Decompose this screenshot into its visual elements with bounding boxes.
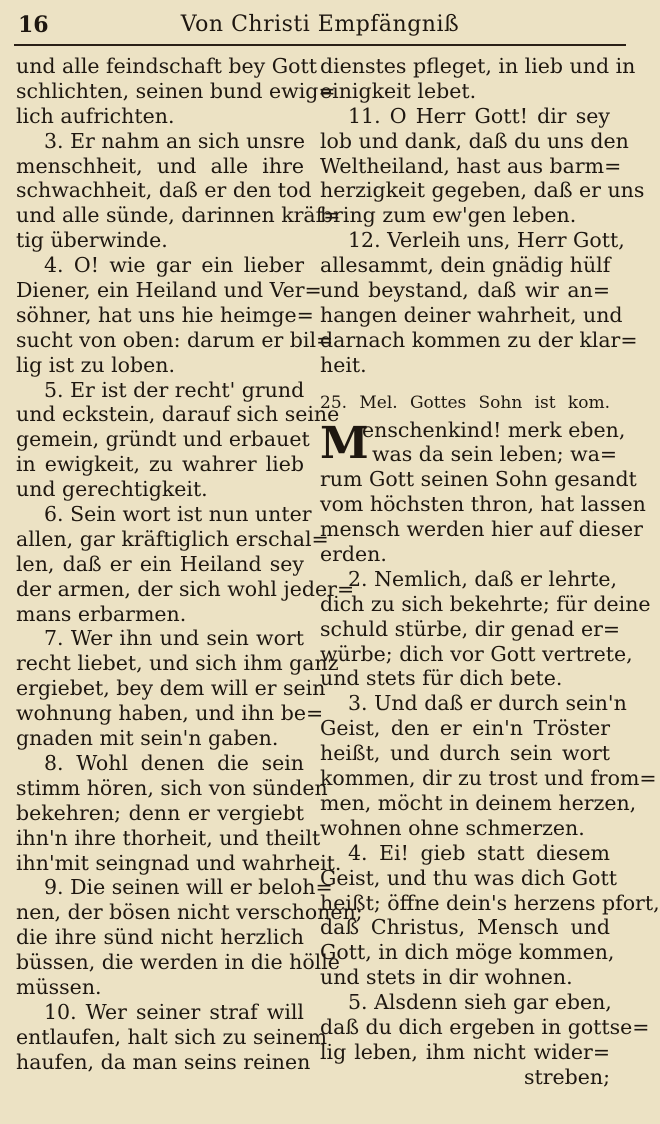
text-line: in ewigkeit, zu wahrer lieb bbox=[16, 452, 304, 477]
text-line: dich zu sich bekehrte; für deine bbox=[320, 591, 651, 616]
text-line: heit. bbox=[320, 352, 367, 377]
text-line: 7. Wer ihn und sein wort bbox=[44, 626, 304, 651]
text-line: kommen, dir zu trost und from= bbox=[320, 766, 657, 791]
left-column bbox=[16, 54, 363, 1075]
text-line: bring zum ew'gen leben. bbox=[320, 203, 577, 228]
text-line: mensch werden hier auf dieser bbox=[320, 517, 643, 542]
text-line: nen, der bösen nicht verschonen; bbox=[16, 900, 363, 925]
text-line: enschenkind! merk eben, bbox=[362, 417, 626, 442]
text-line: gnaden mit sein'n gaben. bbox=[16, 726, 279, 751]
text-line: erden. bbox=[320, 542, 387, 567]
text-line: allen, gar kräftiglich erschal= bbox=[16, 526, 329, 551]
text-line: heißt, und durch sein wort bbox=[320, 741, 610, 766]
text-line: ergiebet, bey dem will er sein bbox=[16, 676, 326, 701]
text-line: schlichten, seinen bund ewig= bbox=[16, 78, 336, 103]
running-title: Von Christi Empfängniß bbox=[180, 12, 460, 37]
text-line: menschheit, und alle ihre bbox=[16, 153, 304, 178]
text-line: stimm hören, sich von sünden bbox=[16, 775, 328, 800]
text-line: daß Christus, Mensch und bbox=[320, 915, 610, 940]
text-line: dienstes pfleget, in lieb und in bbox=[320, 54, 636, 78]
text-line: schwachheit, daß er den tod bbox=[16, 178, 312, 203]
text-line: würbe; dich vor Gott vertrete, bbox=[320, 641, 633, 666]
text-line: daß du dich ergeben in gottse= bbox=[320, 1014, 650, 1039]
text-line: Geist, und thu was dich Gott bbox=[320, 865, 617, 890]
text-line: bekehren; denn er vergiebt bbox=[16, 800, 304, 825]
text-line: 3. Er nahm an sich unsre bbox=[44, 128, 306, 153]
text-line: und alle sünde, darinnen kräf= bbox=[16, 203, 341, 228]
hymn-25-text bbox=[320, 417, 660, 1090]
hymn-24-ending bbox=[320, 54, 645, 378]
text-line: heißt; öffne dein's herzens pfort, bbox=[320, 890, 660, 915]
hymn-heading: 25. Mel. Gottes Sohn ist kom. bbox=[320, 392, 610, 413]
text-line: die ihre sünd nicht herzlich bbox=[16, 925, 304, 950]
text-line: und alle feindschaft bey Gott bbox=[16, 54, 317, 78]
text-line: 5. Er ist der recht' grund bbox=[44, 377, 305, 402]
text-line: 4. O! wie gar ein lieber bbox=[44, 253, 304, 278]
text-line: Geist, den er ein'n Tröster bbox=[320, 716, 610, 741]
text-line: und eckstein, darauf sich seine bbox=[16, 402, 340, 427]
text-line: und gerechtigkeit. bbox=[16, 477, 208, 502]
text-line: 12. Verleih uns, Herr Gott, bbox=[348, 228, 625, 253]
text-line: und stets in dir wohnen. bbox=[320, 965, 573, 990]
text-line: wohnen ohne schmerzen. bbox=[320, 815, 585, 840]
text-line: mans erbarmen. bbox=[16, 601, 187, 626]
text-line: Gott, in dich möge kommen, bbox=[320, 940, 615, 965]
text-line: Weltheiland, hast aus barm= bbox=[320, 153, 622, 178]
text-line: söhner, hat uns hie heimge= bbox=[16, 302, 314, 327]
text-line: rum Gott seinen Sohn gesandt bbox=[320, 467, 637, 492]
text-line: gemein, gründt und erbauet bbox=[16, 427, 310, 452]
text-line: 10. Wer seiner straf will bbox=[44, 999, 304, 1024]
text-line: Diener, ein Heiland und Ver= bbox=[16, 278, 322, 303]
text-line: ihn'mit seingnad und wahrheit. bbox=[16, 850, 342, 875]
text-line: streben; bbox=[523, 1064, 610, 1089]
text-line: wohnung haben, und ihn be= bbox=[16, 701, 324, 726]
text-line: ihn'n ihre thorheit, und theilt bbox=[16, 825, 321, 850]
drop-capital: M bbox=[320, 417, 369, 469]
text-line: tig überwinde. bbox=[16, 228, 168, 253]
text-line: lich aufrichten. bbox=[16, 103, 175, 128]
text-line: und beystand, daß wir an= bbox=[320, 278, 610, 303]
page-header bbox=[14, 6, 626, 40]
right-column bbox=[320, 54, 660, 1090]
text-line: der armen, der sich wohl jeder= bbox=[16, 576, 355, 601]
text-line: haufen, da man seins reinen bbox=[16, 1049, 311, 1074]
text-line: büssen, die werden in die hölle bbox=[16, 950, 340, 975]
text-line: lig ist zu loben. bbox=[16, 352, 175, 377]
text-line: 6. Sein wort ist nun unter bbox=[44, 502, 312, 527]
text-line: 11. O Herr Gott! dir sey bbox=[348, 103, 610, 128]
text-line: entlaufen, halt sich zu seinem bbox=[16, 1024, 328, 1049]
text-line: lob und dank, daß du uns den bbox=[320, 128, 629, 153]
text-line: 4. Ei! gieb statt diesem bbox=[348, 840, 610, 865]
text-line: hangen deiner wahrheit, und bbox=[320, 302, 623, 327]
text-line: 8. Wohl denen die sein bbox=[44, 750, 304, 775]
text-line: 2. Nemlich, daß er lehrte, bbox=[348, 566, 617, 591]
text-line: und stets für dich bete. bbox=[320, 666, 563, 691]
text-line: allesammt, dein gnädig hülf bbox=[320, 253, 611, 278]
page-number: 16 bbox=[18, 12, 49, 38]
text-line: 9. Die seinen will er beloh= bbox=[44, 875, 333, 900]
text-line: len, daß er ein Heiland sey bbox=[16, 551, 304, 576]
text-line: einigkeit lebet. bbox=[320, 78, 477, 103]
text-line: lig leben, ihm nicht wider= bbox=[320, 1039, 610, 1064]
text-line: schuld stürbe, dir genad er= bbox=[320, 616, 621, 641]
text-line: men, möcht in deinem herzen, bbox=[320, 790, 637, 815]
text-line: sucht von oben: darum er bil= bbox=[16, 327, 334, 352]
text-line: 5. Alsdenn sieh gar eben, bbox=[348, 990, 612, 1015]
text-line: recht liebet, und sich ihm ganz bbox=[16, 651, 339, 676]
text-line: vom höchsten thron, hat lassen bbox=[320, 492, 646, 517]
text-line: darnach kommen zu der klar= bbox=[320, 327, 638, 352]
text-line: müssen. bbox=[16, 974, 102, 999]
text-line: 3. Und daß er durch sein'n bbox=[348, 691, 627, 716]
text-line: was da sein leben; wa= bbox=[372, 442, 618, 467]
text-line: herzigkeit gegeben, daß er uns bbox=[320, 178, 645, 203]
header-rule bbox=[14, 44, 626, 46]
